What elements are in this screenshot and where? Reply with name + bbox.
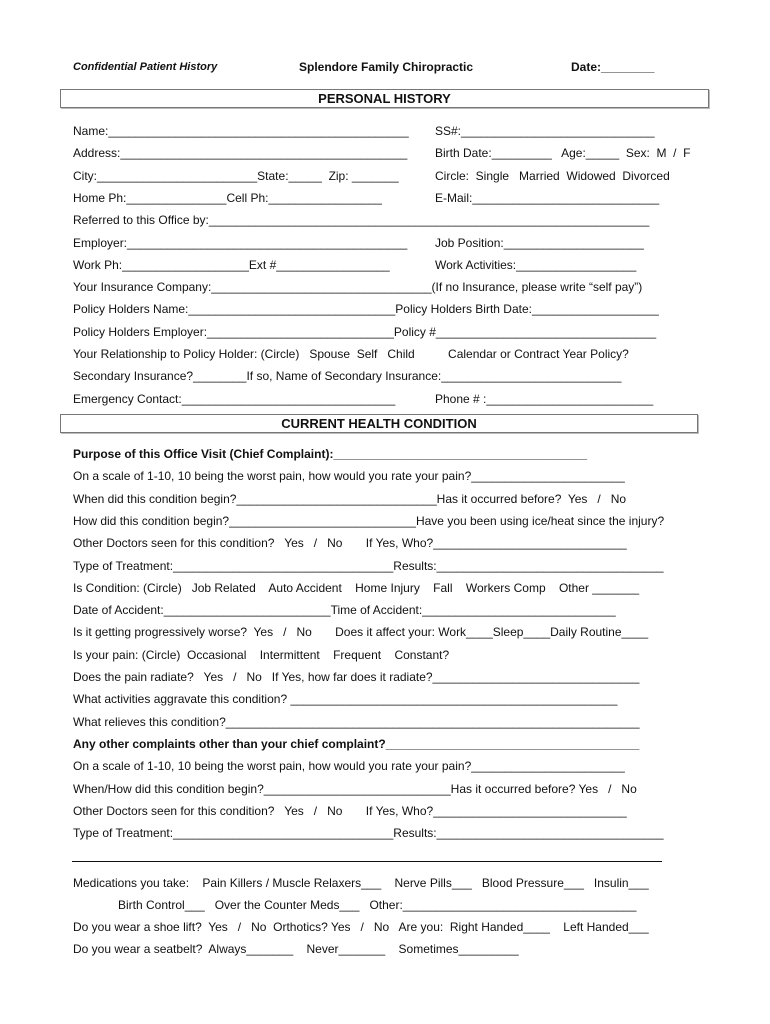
section-title-current-health: CURRENT HEALTH CONDITION — [60, 414, 698, 433]
health-question-0[interactable]: Purpose of this Office Visit (Chief Complaint):______________________________________ — [73, 447, 588, 461]
health-question-17[interactable]: Type of Treatment:_________________________________Results:__________________________________ — [73, 826, 664, 841]
health-question-1[interactable]: On a scale of 1-10, 10 being the worst pain, how would you rate your pain?_______________________ — [73, 469, 625, 484]
personal-field-2[interactable]: City:________________________State:_____ Zip: _______ — [73, 168, 399, 183]
separator-line — [72, 861, 662, 862]
health-question-13[interactable]: Any other complaints other than your chief complaint?______________________________________ — [73, 736, 640, 751]
health-question-15[interactable]: When/How did this condition begin?____________________________Has it occurred before? Yes / No — [73, 781, 637, 796]
personal-field-1[interactable]: Address:___________________________________________ — [73, 146, 408, 161]
medication-line-1[interactable]: Birth Control___ Over the Counter Meds___ Other:___________________________________ — [118, 898, 637, 912]
personal-field-right-5[interactable]: Job Position:_____________________ — [435, 235, 644, 250]
health-question-5[interactable]: Type of Treatment:_________________________________Results:__________________________________ — [73, 558, 664, 573]
personal-field-right-2[interactable]: Circle: Single Married Widowed Divorced — [435, 168, 670, 183]
personal-field-4[interactable]: Referred to this Office by:__________________________________________________________________ — [73, 213, 650, 228]
health-question-3[interactable]: How did this condition begin?____________________________Have you been using ice/heat since the injury? — [73, 513, 665, 528]
health-question-4[interactable]: Other Doctors seen for this condition? Yes / No If Yes, Who?_____________________________ — [73, 536, 627, 551]
personal-field-right-1[interactable]: Birth Date:_________ Age:_____ Sex: M / F — [435, 146, 691, 161]
personal-field-9[interactable]: Policy Holders Employer:____________________________Policy #_________________________________ — [73, 324, 657, 339]
health-question-8[interactable]: Is it getting progressively worse? Yes / No Does it affect your: Work____Sleep____Daily Routine____ — [73, 625, 649, 640]
personal-field-right-3[interactable]: E-Mail:____________________________ — [435, 190, 660, 205]
header-confidential-label: Confidential Patient History — [73, 61, 218, 73]
section-title-personal-history: PERSONAL HISTORY — [60, 89, 709, 108]
personal-field-7[interactable]: Your Insurance Company:_________________________________(If no Insurance, please write “self pay”) — [73, 280, 643, 295]
personal-field-5[interactable]: Employer:__________________________________________ — [73, 235, 408, 250]
personal-field-0[interactable]: Name:_____________________________________________ — [73, 124, 409, 138]
health-question-7[interactable]: Date of Accident:_________________________Time of Accident:_____________________________ — [73, 603, 616, 618]
health-question-16[interactable]: Other Doctors seen for this condition? Yes / No If Yes, Who?_____________________________ — [73, 803, 627, 818]
personal-field-8[interactable]: Policy Holders Name:_______________________________Policy Holders Birth Date:___________________ — [73, 302, 659, 317]
health-question-12[interactable]: What relieves this condition?______________________________________________________________ — [73, 714, 640, 729]
personal-field-right-6[interactable]: Work Activities:__________________ — [435, 257, 637, 272]
health-question-2[interactable]: When did this condition begin?______________________________Has it occurred before? Yes / No — [73, 491, 627, 506]
health-question-6[interactable]: Is Condition: (Circle) Job Related Auto Accident Home Injury Fall Workers Comp Other _______ — [73, 580, 640, 595]
personal-field-10[interactable]: Your Relationship to Policy Holder: (Circle) Spouse Self Child Calendar or Contract Year Policy? — [73, 347, 629, 361]
medication-line-0[interactable]: Medications you take: Pain Killers / Muscle Relaxers___ Nerve Pills___ Blood Pressure___ Insulin___ — [73, 876, 649, 890]
health-question-14[interactable]: On a scale of 1-10, 10 being the worst pain, how would you rate your pain?_______________________ — [73, 759, 625, 774]
medication-line-2[interactable]: Do you wear a shoe lift? Yes / No Orthotics? Yes / No Are you: Right Handed____ Left Handed___ — [73, 920, 649, 934]
personal-field-right-12[interactable]: Phone # :_________________________ — [435, 391, 654, 406]
personal-field-6[interactable]: Work Ph:___________________Ext #_________________ — [73, 257, 390, 272]
health-question-11[interactable]: What activities aggravate this condition? _________________________________________________ — [73, 692, 618, 707]
header-practice-name: Splendore Family Chiropractic — [299, 60, 474, 74]
health-question-10[interactable]: Does the pain radiate? Yes / No If Yes, how far does it radiate?_______________________________ — [73, 670, 640, 684]
header-date-field[interactable]: Date:________ — [571, 60, 655, 74]
personal-field-right-0[interactable]: SS#:_____________________________ — [435, 124, 655, 138]
health-question-9[interactable]: Is your pain: (Circle) Occasional Intermittent Frequent Constant? — [73, 647, 450, 662]
personal-field-11[interactable]: Secondary Insurance?________If so, Name of Secondary Insurance:___________________________ — [73, 369, 622, 384]
personal-field-12[interactable]: Emergency Contact:________________________________ — [73, 391, 396, 406]
medication-line-3[interactable]: Do you wear a seatbelt? Always_______ Never_______ Sometimes_________ — [73, 942, 519, 956]
personal-field-3[interactable]: Home Ph:_______________Cell Ph:_________________ — [73, 190, 382, 205]
